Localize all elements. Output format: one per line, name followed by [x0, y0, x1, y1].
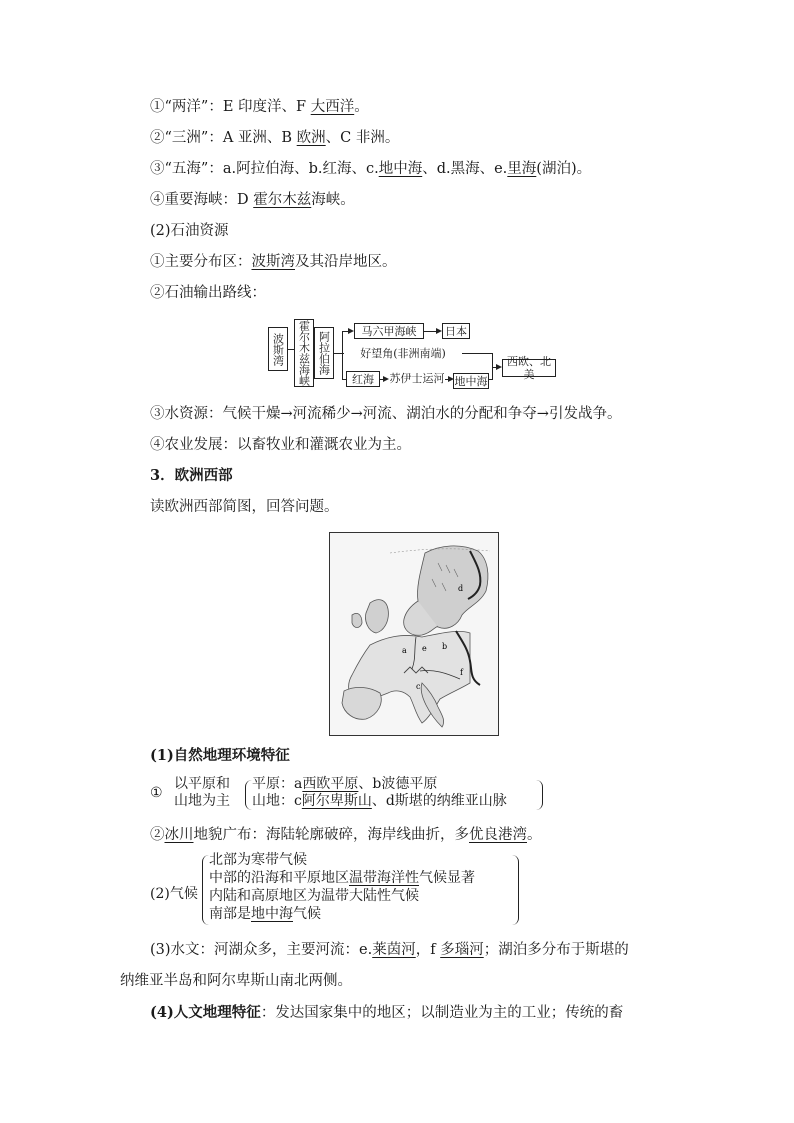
node-malacca: 马六甲海峡	[354, 323, 424, 339]
answer-rhine: 莱茵河	[372, 942, 416, 958]
text: ③水资源：气候干燥→河流稀少→河流、湖泊水的分配和争夺→引发战争。	[150, 406, 622, 422]
text: ②“三洲”：A 亚洲、B	[150, 130, 297, 146]
map-label-d: d	[458, 584, 464, 593]
text: 北部为寒带气候	[209, 852, 307, 868]
text: 地貌广布：海陆轮廓破碎，海岸线曲折，多	[193, 827, 469, 843]
node-mediterranean: 地中海	[454, 374, 488, 388]
answer-europe: 欧洲	[296, 130, 326, 146]
heading-west-europe	[150, 466, 233, 486]
text: 、d斯堪的纳维亚山脉	[371, 793, 507, 809]
text: 3．欧洲西部	[150, 467, 233, 484]
line-read-map	[150, 497, 339, 517]
text: ④重要海峡：D	[150, 192, 254, 208]
line-three-continents	[150, 128, 399, 148]
node-suez: 苏伊士运河	[389, 371, 445, 385]
map-drawing	[330, 533, 498, 735]
text: 、d.黑海、e.	[422, 161, 508, 177]
line-water-resources	[150, 404, 621, 424]
answer-alps: 阿尔卑斯山	[301, 793, 372, 809]
answer-danube: 多瑙河	[440, 942, 484, 958]
text: 海峡。	[311, 192, 355, 208]
text: 。	[527, 827, 542, 843]
text: ①	[150, 785, 163, 801]
text: (2)石油资源	[150, 223, 229, 239]
answer-atlantic: 大西洋	[310, 99, 355, 115]
node-hormuz: 霍尔木兹海峡	[294, 319, 314, 387]
text: 平原：a	[252, 776, 303, 792]
text: 气候显著	[419, 870, 475, 886]
line-agriculture	[150, 435, 411, 455]
text: 山地：c	[252, 793, 302, 809]
answer-good-harbors: 优良港湾	[469, 827, 527, 843]
map-label-e: e	[422, 644, 427, 653]
west-europe-map	[329, 532, 499, 736]
node-west-europe-na: 西欧、北美	[502, 359, 556, 377]
answer-hormuz: 霍尔木兹	[253, 192, 312, 208]
text: ；湖泊多分布于斯堪的	[483, 942, 629, 958]
line-glacial	[150, 825, 542, 845]
text: (2)气候	[150, 886, 198, 902]
line-oil-distribution	[150, 252, 397, 272]
line-strait	[150, 190, 355, 210]
text: 纳维亚半岛和阿尔卑斯山南北两侧。	[120, 973, 352, 989]
text: ④农业发展：以畜牧业和灌溉农业为主。	[150, 437, 411, 453]
heading-oil-resources	[150, 221, 229, 241]
node-red-sea: 红海	[346, 371, 380, 387]
map-label-c: c	[416, 682, 421, 691]
text: (湖泊)。	[536, 161, 592, 177]
text: 以平原和	[174, 776, 230, 792]
text: 中部的沿海和平原地区	[209, 870, 349, 886]
text: ①“两洋”：E 印度洋、F	[150, 99, 311, 115]
line-oil-routes	[150, 283, 266, 303]
text: ：发达国家集中的地区；以制造业为主的工业；传统的畜	[260, 1005, 624, 1021]
text: 内陆和高原地区为温带大陆性气候	[209, 888, 419, 904]
text: 、b波德平原	[358, 776, 438, 792]
text: ③“五海”：a.阿拉伯海、b.红海、c.	[150, 161, 379, 177]
text: 山地为主	[174, 793, 230, 809]
text: 。	[354, 99, 369, 115]
text: 、C 非洲。	[325, 130, 400, 146]
text: 及其沿岸地区。	[295, 254, 397, 270]
line-five-seas	[150, 159, 591, 179]
line-hydrology	[150, 940, 629, 960]
text: 南部是	[209, 906, 251, 922]
heading-natural-features	[150, 746, 290, 766]
answer-mediterranean-climate: 地中海	[251, 906, 293, 922]
answer-persian-gulf: 波斯湾	[251, 254, 295, 270]
text: 气候	[293, 906, 321, 922]
text: ，f	[415, 942, 441, 958]
answer-west-european-plain: 西欧平原	[302, 776, 359, 792]
node-cape: 好望角(非洲南端)	[344, 345, 462, 361]
line-human-geography	[150, 1003, 623, 1023]
text: (4)人文地理特征	[150, 1004, 261, 1021]
text: (3)水文：河湖众多，主要河流：e.	[150, 942, 373, 958]
answer-glacier: 冰川	[164, 827, 194, 843]
line-two-oceans	[150, 97, 369, 117]
text: ②石油输出路线：	[150, 285, 266, 301]
text: 读欧洲西部简图，回答问题。	[150, 499, 339, 515]
map-label-f: f	[460, 668, 463, 677]
node-arabian-sea: 阿拉伯海	[314, 327, 334, 379]
answer-caspian: 里海	[507, 161, 537, 177]
text: ②	[150, 827, 165, 843]
line-hydrology-cont	[120, 971, 352, 991]
map-label-b: b	[442, 642, 448, 651]
node-persian-gulf: 波斯湾	[268, 327, 288, 371]
node-japan: 日本	[442, 323, 470, 339]
answer-temperate-maritime: 温带海洋性	[349, 870, 419, 886]
text: (1)自然地理环境特征	[150, 747, 290, 764]
text: ①主要分布区：	[150, 254, 252, 270]
answer-mediterranean: 地中海	[378, 161, 423, 177]
map-label-a: a	[402, 646, 407, 655]
